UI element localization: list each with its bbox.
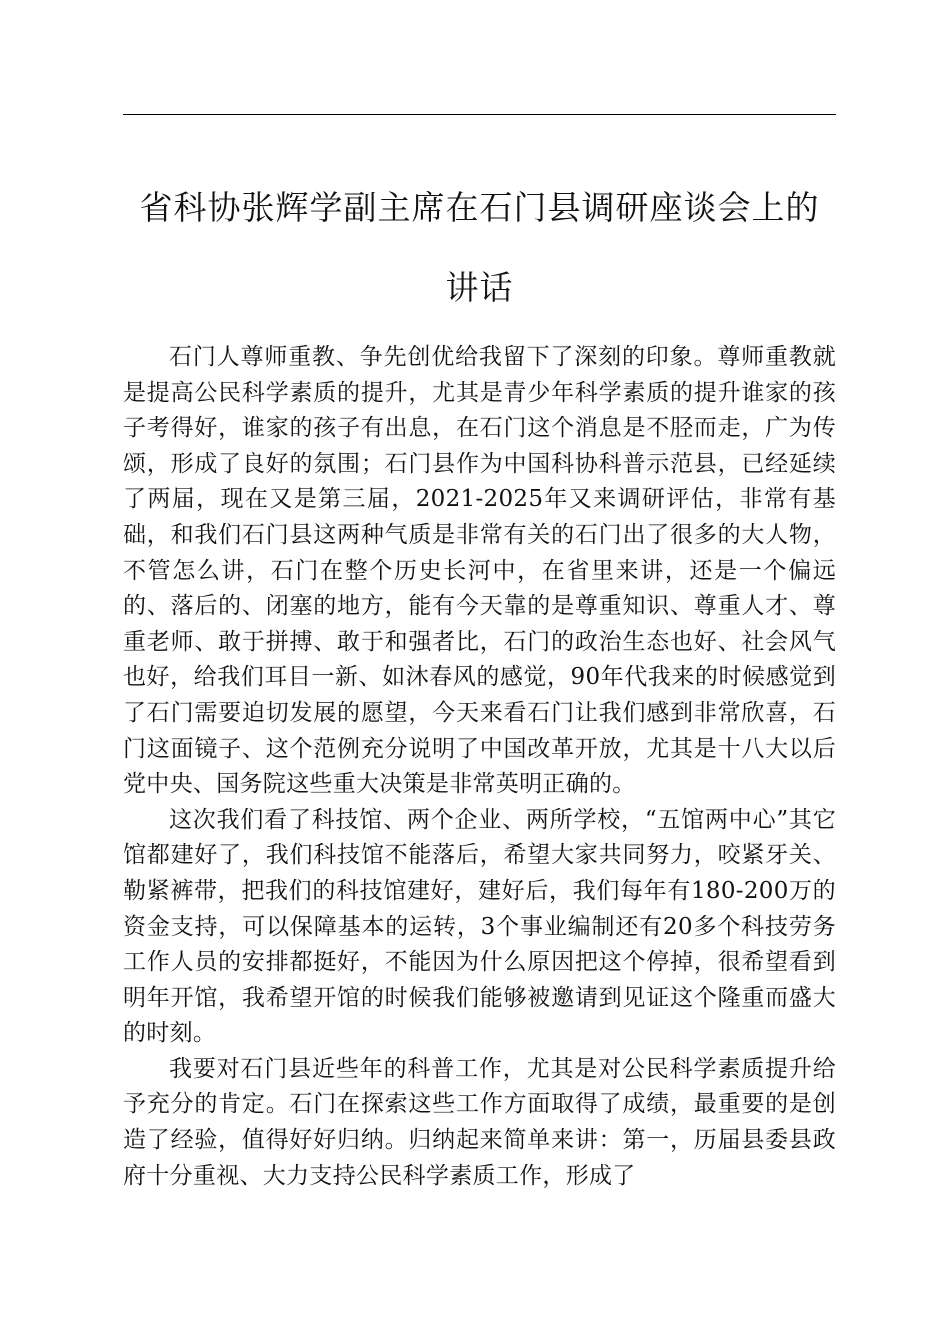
paragraph-2: 这次我们看了科技馆、两个企业、两所学校，“五馆两中心”其它馆都建好了，我们科技馆不能落后，希望大家共同努力，咬紧牙关、勒紧裤带，把我们的科技馆建好，建好后，我们每年有180-200万的资金支持，可以保障基本的运转，3个事业编制还有20多个科技劳务工作人员的安排都挺好，不能因为什么原因把这个停掉，很希望看到明年开馆，我希望开馆的时候我们能够被邀请到见证这个隆重而盛大的时刻。 — [123, 806, 836, 1047]
paragraph-1: 石门人尊师重教、争先创优给我留下了深刻的印象。尊师重教就是提高公民科学素质的提升，尤其是青少年科学素质的提升谁家的孩子考得好，谁家的孩子有出息，在石门这个消息是不胫而走，广为传颂，形成了良好的氛围；石门县作为中国科协科普示范县，已经延续了两届，现在又是第三届，2021-2025年又来调研评估，非常有基础，和我们石门县这两种气质是非常有关的石门出了很多的大人物，不管怎么讲，石门在整个历史长河中，在省里来讲，还是一个偏远的、落后的、闭塞的地方，能有今天靠的是尊重知识、尊重人才、尊重老师、敢于拼搏、敢于和强者比，石门的政治生态也好、社会风气也好，给我们耳目一新、如沐春风的感觉，90年代我来的时候感觉到了石门需要迫切发展的愿望，今天来看石门让我们感到非常欣喜，石门这面镜子、这个范例充分说明了中国改革开放，尤其是十八大以后党中央、国务院这些重大决策是非常英明正确的。 — [123, 344, 836, 798]
document-body — [123, 340, 836, 1194]
header-rule — [123, 114, 836, 115]
paragraph-3: 我要对石门县近些年的科普工作，尤其是对公民科学素质提升给予充分的肯定。石门在探索这些工作方面取得了成绩，最重要的是创造了经验，值得好好归纳。归纳起来简单来讲：第一，历届县委县政府十分重视、大力支持公民科学素质工作，形成了 — [123, 1055, 836, 1189]
title-line-2: 讲话 — [445, 268, 514, 307]
document-title — [120, 168, 839, 328]
title-line-1: 省科协张辉学副主席在石门县调研座谈会上的 — [139, 188, 820, 227]
